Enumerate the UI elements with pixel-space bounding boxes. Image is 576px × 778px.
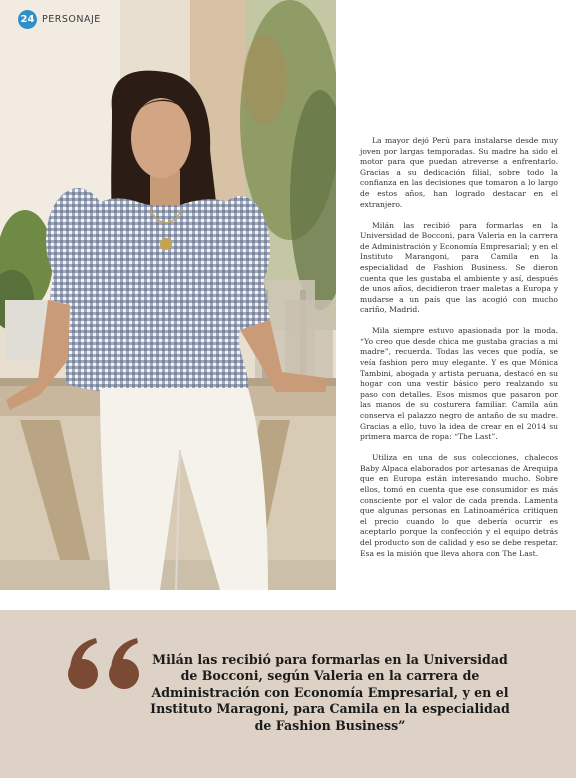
article-paragraph: Milán las recibió para formarlas en la Universidad de Bocconi, para Valeria en la carrera de Administración y Economía Empresarial; y en el Instituto Marangoni, para Camila en la especialidad de Fashion Business. Se dieron cuenta que les gustaba el ambiente y así, después de unos años, decidieron traer maletas a Europa y mudarse a un país que las acogió con mucho cariño, Madrid.: [360, 220, 558, 315]
article-paragraph: Utiliza en una de sus colecciones, chalecos Baby Alpaca elaborados por artesanas de Arequipa que en Europa están interesando mucho. Sobre ellos, tomó en cuenta que ese consumidor es más consciente por el valor de cada prenda. Lamenta que algunas personas en Latinoamérica critiquen el precio cuando lo que debería ocurrir es aceptarlo porque la confección y el equipo detrás del producto son de calidad y eso se debe respetar. Esa es la misión que lleva ahora con The Last.: [360, 453, 558, 558]
pull-quote-text: Milán las recibió para formarlas en la Universidad de Bocconi, según Valeria en la carrera de Administración con Economía Empresarial, y en el Instituto Maragoni, para Camila en la especialidad de Fashion Business”: [150, 652, 510, 733]
article-paragraph: La mayor dejó Perú para instalarse desde muy joven por largas temporadas. Su madre ha sido el motor para que puedan atreverse a enfrentarlo. Gracias a su dedicación filial, sobre todo la confianza en las decisiones que tomaron a lo largo de estos años, han logrado destacar en el extranjero.: [360, 136, 558, 209]
page-number-badge: 24: [18, 10, 37, 29]
page-header: [18, 8, 101, 30]
double-quote-mark-icon: [66, 636, 146, 692]
section-label: PERSONAJE: [42, 13, 101, 25]
pull-quote-panel: [0, 610, 576, 778]
article-body: [360, 136, 558, 570]
portrait-photo: [0, 0, 336, 590]
article-paragraph: Mila siempre estuvo apasionada por la moda. “Yo creo que desde chica me gustaba gracias a mi madre”, recuerda. Todas las veces que podía, se veía fashion pero muy elegante. Y es que Mónica Tambini, abogada y artista peruana, destacó en su hogar con una vestir básico pero realzando su paso con detalles. Esos mismos que pasaron por las manos de su costurera familiar. Camila aún conserva el palazzo negro de antaño de su madre. Gracias a ello, tuvo la idea de crear en el 2014 su primera marca de ropa: “The Last”.: [360, 326, 558, 442]
